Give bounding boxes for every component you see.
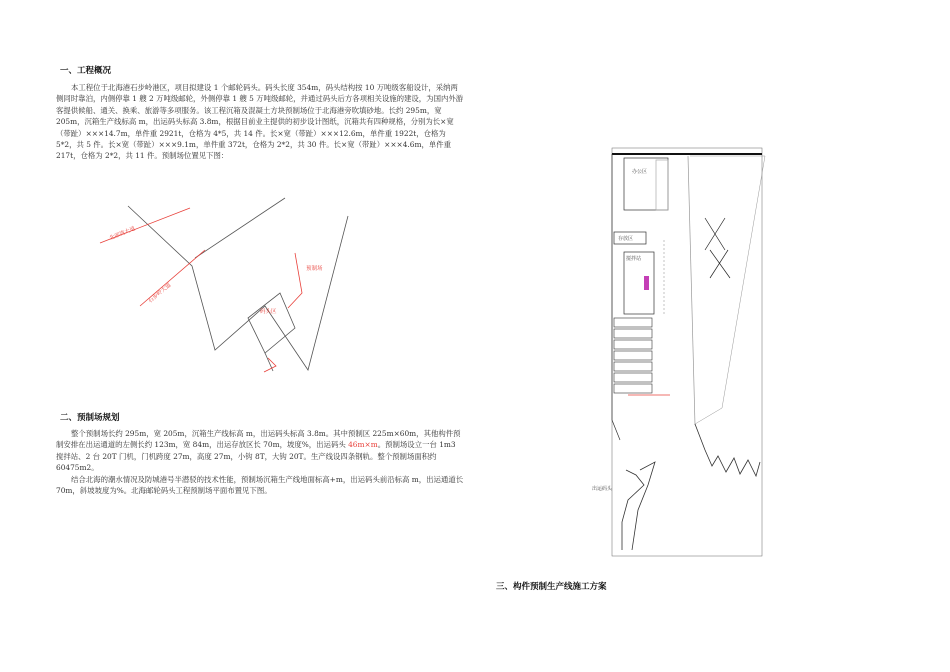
stock-label: 存放区: [618, 236, 634, 242]
section-2-body: [56, 428, 464, 496]
caisson-rows: [614, 318, 652, 393]
road-label-1: 北部湾大道: [108, 225, 137, 242]
reclaim-outline: [690, 156, 765, 424]
site-label: 预制场: [306, 266, 323, 272]
section-2-p1-text-a: 整个预制场长约 295m，宽 205m，沉箱生产线标高 m，出运码头标高 3.8m。其中预制区 225m×60m，其他构件预制安排在出运通道的左侧长约 123m，宽 84m，出运存放区长 70m，坡度%，出运码头: [56, 429, 461, 450]
section-1-paragraph: 本工程位于北海港石步岭港区，项目拟建设 1 个邮轮码头。码头长度 354m，码头结构按 10 万吨级客船设计，采纳两侧同时靠泊，内侧停靠 1 艘 2 万吨级邮轮，外侧停靠 1 艘 5 万吨级邮轮，并通过码头后方各项相关设施的建设，为国内外游客提供候船、通关、换乘、旅游等多项服务。该工程沉箱及混凝土方块预制场位于北海港旁吹填砂地。长约 295m，宽 205m，沉箱生产线标高 m，出运码头标高 3.8m，根据目前业主提供的初步设计图纸，沉箱共有四种规格，分别为长×宽（带趾）×××14.7m，单件重 2921t，仓格为 4*5，共 14 件。长×宽（带趾）×××12.6m，单件重 1922t，仓格为 5*2，共 5 件。长×宽（带趾）×××9.1m，单件重 372t，仓格为 2*2，共 30 件。长×宽（带趾）×××4.6m，单件重 217t，仓格为 2*2，共 11 件。预制场位置见下图：: [56, 83, 464, 161]
location-map: [80, 188, 370, 398]
section-1-heading: 一、工程概况: [60, 66, 112, 76]
area-label: 码头区: [260, 309, 277, 315]
site-outline: [248, 293, 295, 353]
section-2-p1-text-b: 。预制场设立一台 1m3 搅拌站、2 台 20T 门机，门机跨度 27m，高度 27m，小钩 8T，大钩 20T。生产线设四条钢轨。整个预制场面积约 60475m2。: [56, 440, 456, 473]
section-2-paragraph-1: [56, 428, 464, 474]
office-block: [624, 158, 668, 210]
section-1-body: [56, 82, 464, 162]
section-2-paragraph-2: 结合北海的潮水情况及防城港号半潜驳的技术性能，预制场沉箱生产线地面标高+m，出运码头前沿标高 m，出运通道长 70m，斜坡坡度为%。北海邮轮码头工程预制场平面布置见下图。: [56, 474, 464, 496]
road-label-2: 石步岭大道: [147, 282, 173, 305]
caisson-row: [614, 384, 652, 393]
magenta-marker: [644, 276, 649, 290]
section-3-heading: 三、构件预制生产线施工方案: [496, 582, 607, 592]
caisson-row: [614, 362, 652, 371]
shore-line: [195, 198, 285, 258]
section-2-p1-highlight: 46m×m: [348, 440, 378, 450]
section-2-heading: 二、预制场规划: [60, 413, 120, 423]
left-boundary: [612, 154, 620, 440]
north-arrows: [705, 218, 730, 278]
mixer-label: 搅拌站: [626, 256, 642, 262]
shoreline-zigzag: [695, 424, 760, 476]
road-strip: [656, 160, 668, 210]
quay-label: 出运码头: [592, 486, 613, 492]
caisson-row: [614, 318, 652, 327]
site-plan: [592, 140, 780, 570]
plan-frame: [612, 148, 762, 556]
inner-boundary: [688, 156, 695, 425]
site-pointer: [288, 253, 302, 308]
caisson-row: [614, 340, 652, 349]
office-label: 办公区: [632, 169, 648, 175]
channel-right: [632, 462, 655, 550]
caisson-row: [614, 329, 652, 338]
caisson-row: [614, 373, 652, 382]
caisson-row: [614, 351, 652, 360]
channel-left: [622, 470, 644, 550]
